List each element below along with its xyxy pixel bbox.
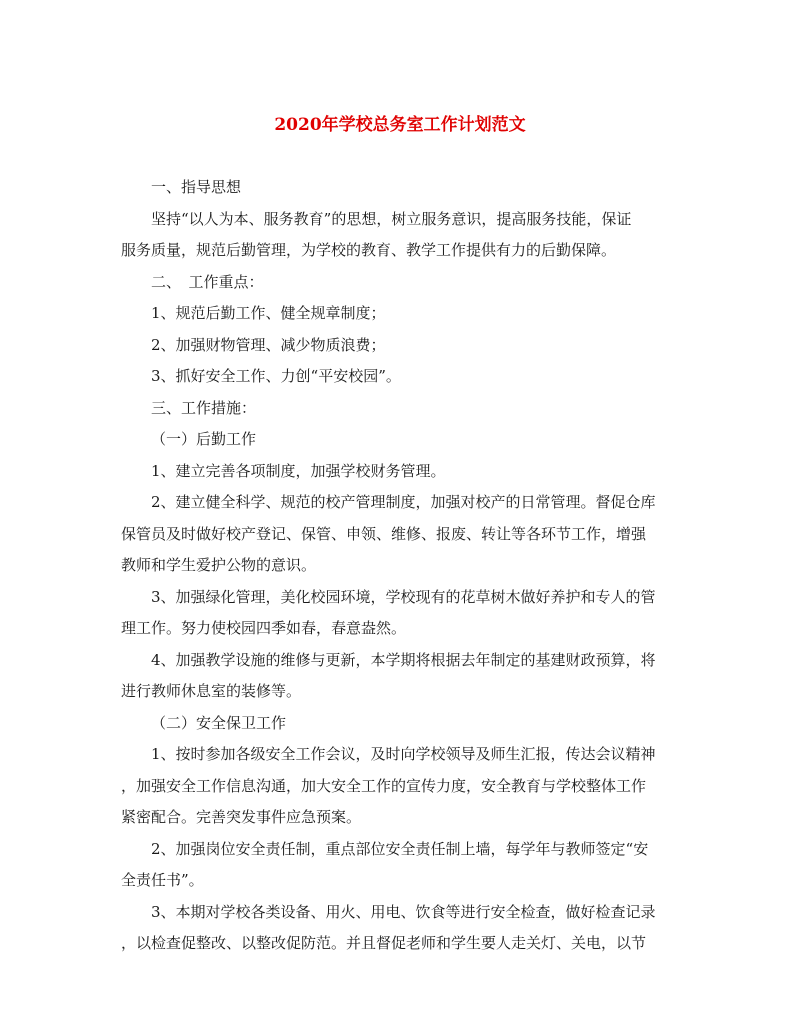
document-body <box>121 172 687 960</box>
text-line: 一、指导思想 <box>151 178 242 196</box>
text-line: （二）安全保卫工作 <box>151 713 287 732</box>
text-line: 1、规范后勤工作、健全规章制度； <box>151 304 386 322</box>
text-line: 1、按时参加各级安全工作会议，及时向学校领导及师生汇报，传达会议精神 <box>151 745 656 763</box>
text-line: 紧密配合。完善突发事件应急预案。 <box>121 808 362 826</box>
document-title: 2020年学校总务室工作计划范文 <box>274 115 526 135</box>
text-line: 理工作。努力使校园四季如春，春意盎然。 <box>121 619 407 637</box>
text-line: 1、建立完善各项制度，加强学校财务管理。 <box>151 461 446 480</box>
text-line: 三、工作措施： <box>151 398 257 417</box>
text-line: 教师和学生爱护公物的意识。 <box>121 556 317 574</box>
text-line: 二、 工作重点： <box>151 272 264 291</box>
text-line: 全责任书”。 <box>121 871 204 889</box>
text-line: 进行教师休息室的装修等。 <box>121 682 302 700</box>
text-line: 2、加强岗位安全责任制，重点部位安全责任制上墙，每学年与教师签定“安 <box>151 839 649 858</box>
text-line: （一）后勤工作 <box>151 430 257 448</box>
text-line: 4、加强教学设施的维修与更新，本学期将根据去年制定的基建财政预算，将 <box>151 650 656 669</box>
text-line: 3、加强绿化管理，美化校园环境，学校现有的花草树木做好养护和专人的管 <box>151 587 656 606</box>
text-line: 2、建立健全科学、规范的校产管理制度，加强对校产的日常管理。督促仓库 <box>151 493 656 511</box>
text-line: 3、抓好安全工作、力创“平安校园”。 <box>151 367 401 385</box>
text-line: ，加强安全工作信息沟通，加大安全工作的宣传力度，安全教育与学校整体工作 <box>121 776 647 795</box>
text-line: 2、加强财物管理、减少物质浪费； <box>151 335 386 354</box>
text-line: ，以检查促整改、以整改促防范。并且督促老师和学生要人走关灯、关电，以节 <box>121 934 647 952</box>
text-line: 服务质量，规范后勤管理，为学校的教育、教学工作提供有力的后勤保障。 <box>121 241 617 259</box>
text-line: 3、本期对学校各类设备、用火、用电、饮食等进行安全检查，做好检查记录 <box>151 902 656 921</box>
text-line: 保管员及时做好校产登记、保管、申领、维修、报废、转让等各环节工作，增强 <box>121 524 647 543</box>
text-line: 坚持“以人为本、服务教育”的思想，树立服务意识，提高服务技能，保证 <box>151 209 632 228</box>
